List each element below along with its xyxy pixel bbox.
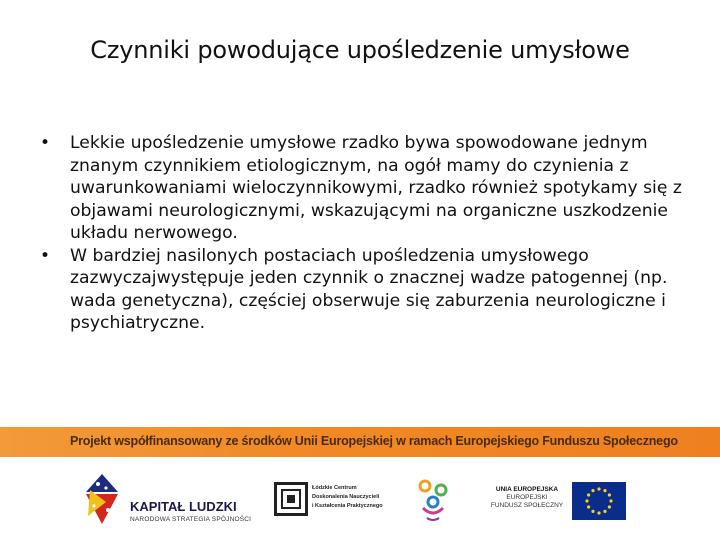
bullet-marker: • (40, 245, 51, 266)
bullet-text: W bardziej nasilonych postaciach upośledzenia umysłowego zazwyczajwystępuje jeden czynnik o znacznej wadze patogennej (np. wada genetyczna), częściej obserwuje się zaburzenia neurologiczne i psychiatryczne. (70, 245, 668, 333)
footer-logos (0, 462, 720, 540)
centrum-square-icon (274, 482, 308, 516)
centrum-line: i Kształcenia Praktycznego (312, 503, 383, 509)
bullet-item (40, 245, 700, 335)
kapital-ludzki-logo (80, 472, 260, 527)
centrum-logo (272, 480, 382, 522)
centrum-text (312, 484, 383, 511)
centrum-line: Łódzkie Centrum (312, 485, 357, 491)
eu-logo (484, 480, 630, 522)
eu-line3: FUNDUSZ SPOŁECZNY (490, 502, 564, 509)
slide-title: Czynniki powodujące upośledzenie umysłowe (90, 36, 630, 64)
centrum-line: Doskonalenia Nauczycieli (312, 494, 380, 500)
kapital-ludzki-icon (80, 472, 124, 527)
eu-line2: EUROPEJSKI (506, 494, 548, 501)
colorful-swirl-logo (413, 478, 453, 524)
bullet-text: Lekkie upośledzenie umysłowe rzadko bywa spowodowane jednym znanym czynnikiem etiologicznym, na ogół mamy do czynienia z uwarunkowaniami wieloczynnikowymi, rzadko również spotykamy się z objawami neurologicznymi, wskazującymi na organiczne uszkodzenie układu nerwowego. (70, 133, 682, 243)
footer-band (0, 427, 720, 457)
eu-flag-icon (572, 482, 626, 520)
bullet-list (40, 132, 700, 335)
swirl-icon (413, 478, 453, 524)
eu-text (486, 486, 568, 510)
bullet-item (40, 132, 700, 245)
kapital-ludzki-name: KAPITAŁ LUDZKI (130, 499, 237, 514)
bullet-marker: • (40, 133, 51, 153)
eu-line1: UNIA EUROPEJSKA (495, 486, 559, 493)
footer-band-text: Projekt współfinansowany ze środków Unii Europejskiej w ramach Europejskiego Funduszu Społecznego (70, 434, 678, 448)
kapital-ludzki-subtitle: NARODOWA STRATEGIA SPÓJNOŚCI (130, 516, 252, 523)
